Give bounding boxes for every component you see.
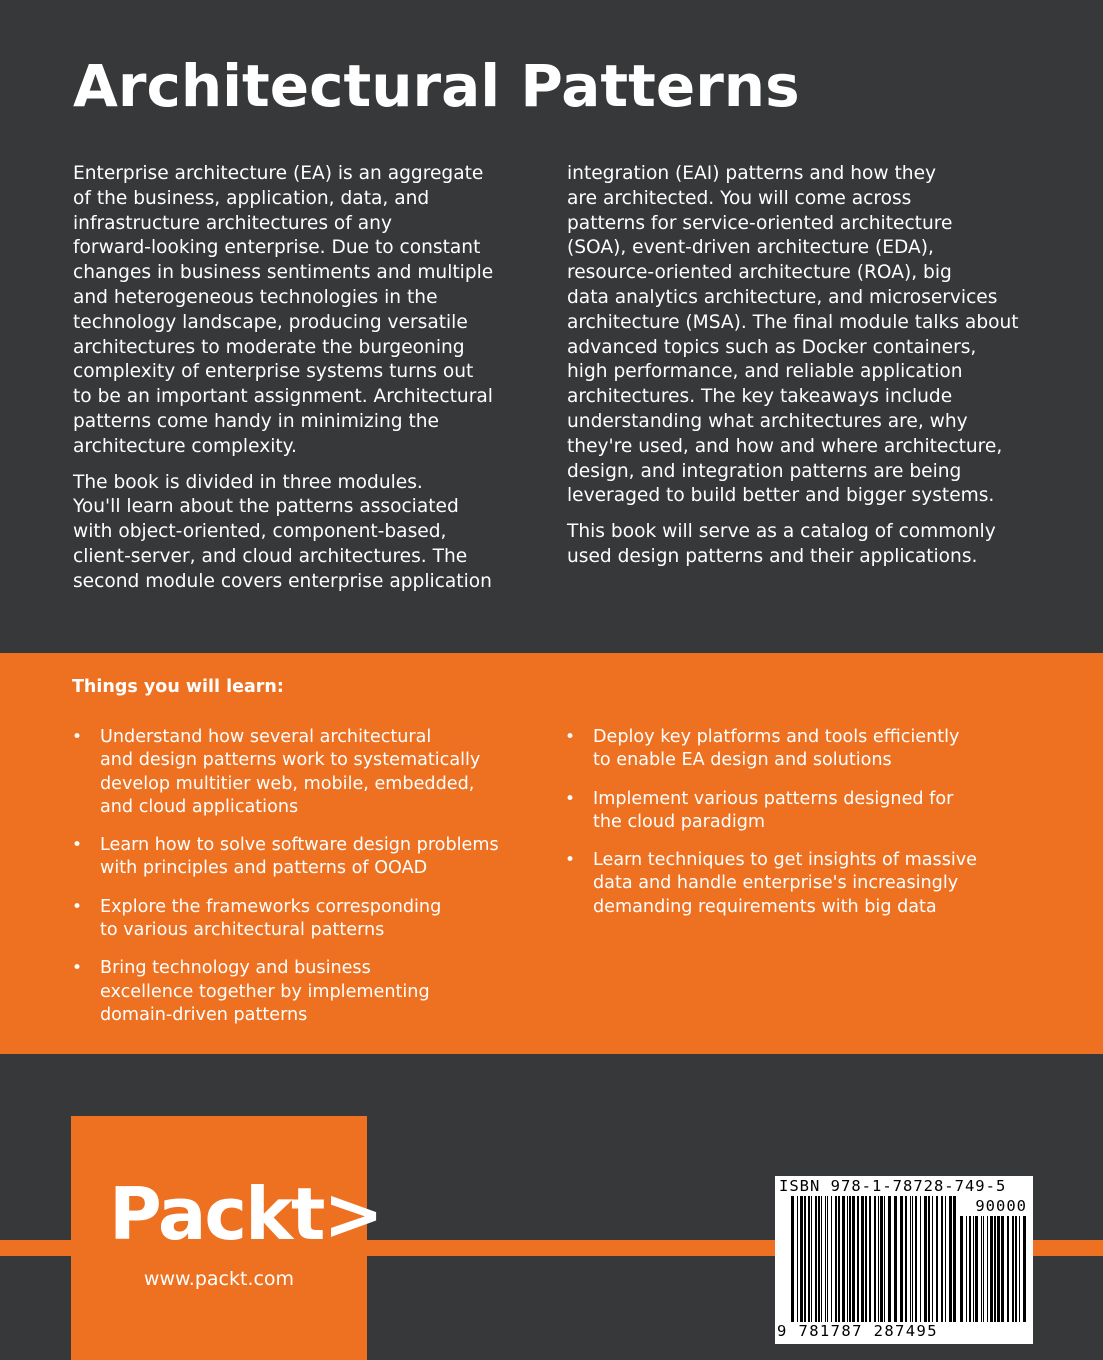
- text-line: resource-oriented architecture (ROA), big: [567, 262, 952, 284]
- text-line: architectures to moderate the burgeoning: [73, 336, 465, 358]
- learn-list-column-2: [565, 726, 1045, 934]
- text-line: (SOA), event-driven architecture (EDA),: [567, 237, 934, 259]
- text-line: forward-looking enterprise. Due to constant: [73, 237, 481, 259]
- text-line: demanding requirements with big data: [593, 896, 937, 917]
- barcode-bars-icon: [791, 1196, 959, 1322]
- learn-bullet-item: [565, 849, 1045, 919]
- text-line: architecture (MSA). The final module talks about: [567, 311, 1019, 333]
- isbn-text: ISBN 978-1-78728-749-5: [779, 1177, 1007, 1195]
- text-line: complexity of enterprise systems turns out: [73, 361, 474, 383]
- text-line: Enterprise architecture (EA) is an aggregate: [73, 163, 484, 184]
- learn-heading: Things you will learn:: [72, 677, 284, 697]
- text-line: data analytics architecture, and microservices: [567, 286, 998, 308]
- text-line: infrastructure architectures of any: [73, 212, 392, 234]
- text-line: patterns come handy in minimizing the: [73, 410, 439, 432]
- text-line: • Bring technology and business: [100, 958, 371, 979]
- text-line: leveraged to build better and bigger systems.: [567, 485, 995, 507]
- learn-list-column-1: [72, 726, 552, 1042]
- text-line: architectures. The key takeaways include: [567, 386, 953, 408]
- ean-digits: 9 781787 287495: [777, 1322, 938, 1340]
- price-code: 90000: [975, 1197, 1027, 1215]
- text-line: excellence together by implementing: [100, 981, 430, 1002]
- text-line: understanding what architectures are, why: [567, 410, 968, 432]
- packt-logo: Packt>: [109, 1172, 382, 1256]
- text-line: This book will serve as a catalog of commonly: [567, 521, 996, 543]
- text-line: architecture complexity.: [73, 435, 297, 457]
- description-paragraph: [567, 520, 1047, 570]
- text-line: • Learn how to solve software design problems: [100, 835, 499, 856]
- learn-bullet-item: [565, 726, 1045, 773]
- text-line: develop multitier web, mobile, embedded,: [100, 773, 475, 794]
- description-column-2: [567, 162, 1047, 581]
- text-line: domain-driven patterns: [100, 1004, 308, 1025]
- text-line: and cloud applications: [100, 796, 299, 817]
- text-line: integration (EAI) patterns and how they: [567, 163, 937, 184]
- text-line: • Explore the frameworks corresponding: [100, 896, 442, 917]
- learn-bullet-item: [72, 957, 552, 1027]
- text-line: high performance, and reliable application: [567, 361, 963, 383]
- text-line: advanced topics such as Docker containers,: [567, 336, 977, 358]
- text-line: of the business, application, data, and: [73, 187, 430, 209]
- text-line: patterns for service-oriented architecture: [567, 212, 953, 234]
- publisher-url: www.packt.com: [143, 1268, 295, 1290]
- learn-bullet-item: [565, 788, 1045, 835]
- text-line: technology landscape, producing versatile: [73, 311, 468, 333]
- text-line: You'll learn about the patterns associated: [73, 496, 459, 518]
- text-line: second module covers enterprise application: [73, 570, 492, 592]
- isbn-barcode: [775, 1176, 1033, 1344]
- text-line: changes in business sentiments and multiple: [73, 262, 494, 284]
- text-line: are architected. You will come across: [567, 187, 912, 209]
- text-line: • Deploy key platforms and tools efficiently: [593, 727, 960, 747]
- text-line: the cloud paradigm: [593, 811, 766, 832]
- text-line: The book is divided in three modules.: [73, 471, 423, 493]
- text-line: client-server, and cloud architectures. The: [73, 545, 468, 567]
- text-line: used design patterns and their applications.: [567, 545, 978, 567]
- text-line: with object-oriented, component-based,: [73, 521, 447, 543]
- text-line: data and handle enterprise's increasingly: [593, 873, 959, 894]
- text-line: design, and integration patterns are being: [567, 460, 962, 482]
- text-line: they're used, and how and where architecture,: [567, 435, 1003, 457]
- text-line: to various architectural patterns: [100, 920, 385, 941]
- text-line: • Understand how several architectural: [100, 727, 432, 747]
- text-line: and design patterns work to systematically: [100, 750, 481, 771]
- text-line: to be an important assignment. Architectural: [73, 386, 493, 408]
- learn-bullet-item: [72, 726, 552, 819]
- description-paragraph: [73, 471, 533, 595]
- description-paragraph: [567, 162, 1047, 509]
- packt-logo-box: [71, 1116, 382, 1360]
- text-line: • Implement various patterns designed for: [593, 788, 954, 809]
- text-line: to enable EA design and solutions: [593, 750, 892, 771]
- barcode-addon-bars-icon: [960, 1216, 1026, 1322]
- text-line: and heterogeneous technologies in the: [73, 286, 438, 308]
- text-line: with principles and patterns of OOAD: [100, 858, 428, 879]
- learn-bullet-item: [72, 896, 552, 943]
- learn-bullet-item: [72, 834, 552, 881]
- book-title: Architectural Patterns: [73, 52, 800, 120]
- text-line: • Learn techniques to get insights of massive: [593, 850, 977, 871]
- description-column-1: [73, 162, 533, 606]
- description-paragraph: [73, 162, 533, 460]
